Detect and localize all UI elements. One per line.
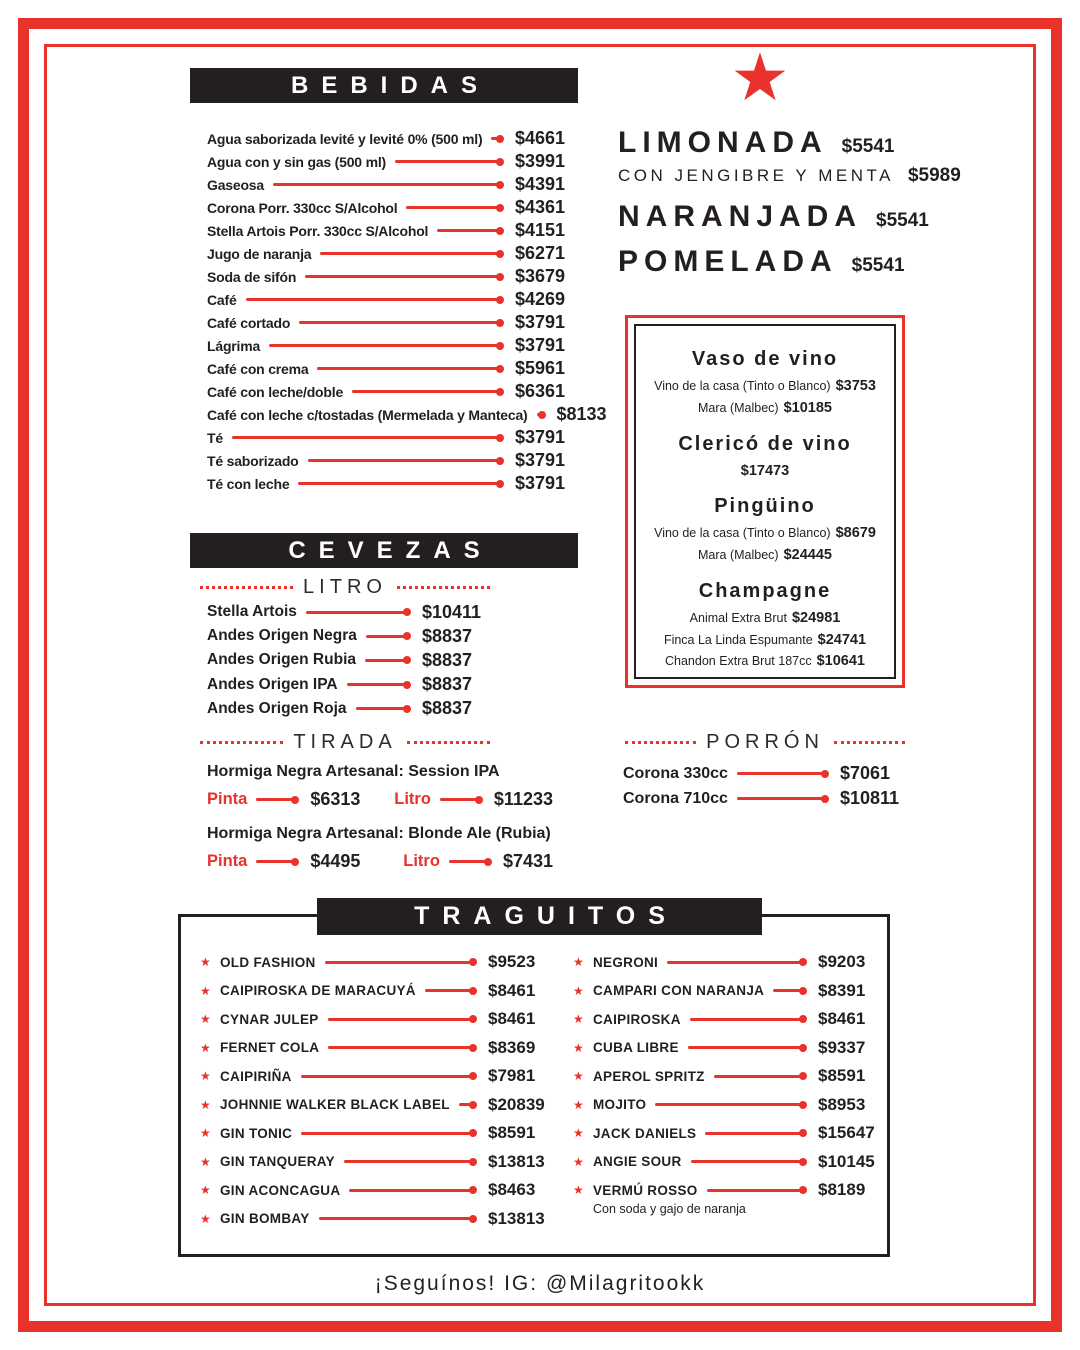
item-price: $7431 bbox=[502, 851, 553, 871]
dotted-rule bbox=[200, 741, 283, 744]
menu-item-row bbox=[207, 697, 490, 721]
leader-line bbox=[395, 160, 503, 163]
menu-item-row bbox=[207, 472, 573, 495]
item-price: $5961 bbox=[515, 358, 566, 378]
tirada-heading: TIRADA bbox=[293, 731, 397, 753]
size-label: Litro bbox=[394, 790, 431, 808]
wine-group-title: Pingüino bbox=[714, 495, 816, 518]
item-price: $10185 bbox=[783, 399, 832, 416]
item-price: $10641 bbox=[816, 653, 865, 670]
item-price: $8189 bbox=[818, 1180, 866, 1200]
item-label: ANGIE SOUR bbox=[593, 1154, 682, 1170]
beer-name: Hormiga Negra Artesanal: Blonde Ale (Rubia) bbox=[207, 825, 551, 842]
star-icon: ★ bbox=[573, 1040, 584, 1055]
item-price: $11233 bbox=[493, 789, 553, 809]
bebidas-title: BEBIDAS bbox=[290, 71, 490, 99]
menu-item-row bbox=[573, 1039, 875, 1058]
item-price: $8837 bbox=[422, 649, 473, 670]
leader-line bbox=[655, 1103, 806, 1106]
menu-item-row bbox=[200, 1096, 548, 1115]
item-label: NARANJADA bbox=[618, 200, 863, 233]
item-price: $4391 bbox=[515, 174, 566, 194]
item-label: Jugo de naranja bbox=[207, 245, 312, 262]
menu-item-row bbox=[573, 1096, 875, 1115]
item-price: $3791 bbox=[515, 473, 566, 493]
item-price: $8369 bbox=[488, 1037, 536, 1057]
item-label: Stella Artois bbox=[207, 603, 297, 621]
item-price: $8837 bbox=[422, 674, 473, 695]
menu-item-row bbox=[207, 242, 573, 265]
leader-line bbox=[440, 798, 482, 801]
menu-item-row bbox=[618, 245, 910, 279]
item-price: $8461 bbox=[488, 980, 536, 1000]
item-price: $24981 bbox=[791, 609, 841, 626]
item-label: Corona Porr. 330cc S/Alcohol bbox=[207, 199, 398, 216]
item-label: Animal Extra Brut bbox=[689, 610, 787, 625]
menu-item-row bbox=[207, 648, 490, 672]
item-price: $8837 bbox=[422, 698, 473, 719]
item-label: Mara (Malbec) bbox=[698, 548, 779, 562]
item-price: $9337 bbox=[818, 1037, 866, 1057]
leader-line bbox=[232, 436, 503, 439]
leader-line bbox=[707, 1189, 806, 1192]
item-label: CAIPIROSKA DE MARACUYÁ bbox=[220, 983, 416, 999]
star-icon: ★ bbox=[200, 1183, 211, 1198]
item-price: $3791 bbox=[515, 312, 566, 332]
item-label: Soda de sifón bbox=[207, 268, 297, 285]
menu-item-row bbox=[207, 357, 573, 380]
size-label: Pinta bbox=[207, 790, 248, 808]
wine-line bbox=[636, 398, 894, 420]
dotted-rule bbox=[397, 586, 490, 589]
menu-item-row bbox=[207, 403, 607, 426]
menu-item-row bbox=[200, 982, 548, 1001]
item-label: CAMPARI CON NARANJA bbox=[593, 983, 765, 999]
menu-item bbox=[573, 982, 875, 1001]
leader-line bbox=[491, 137, 503, 140]
menu-item-row bbox=[207, 311, 573, 334]
item-label: Té bbox=[207, 429, 223, 446]
traguitos-right-column bbox=[573, 953, 875, 1226]
leader-line bbox=[328, 1018, 476, 1021]
item-label: Agua saborizada levité y levité 0% (500 ml) bbox=[207, 130, 483, 147]
item-label: CUBA LIBRE bbox=[593, 1040, 679, 1056]
leader-line bbox=[256, 860, 298, 863]
star-icon: ★ bbox=[200, 1126, 211, 1141]
wine-box bbox=[625, 315, 905, 688]
cervezas-section-header bbox=[190, 533, 578, 568]
litro-list bbox=[207, 600, 490, 721]
item-price: $8679 bbox=[835, 525, 876, 542]
leader-line bbox=[366, 635, 410, 638]
item-label: GIN BOMBAY bbox=[220, 1211, 310, 1227]
leader-line bbox=[688, 1046, 806, 1049]
dotted-rule bbox=[625, 741, 696, 744]
menu-item-row bbox=[200, 1181, 548, 1200]
leader-line bbox=[705, 1132, 806, 1135]
menu-item bbox=[200, 1210, 548, 1229]
item-label: Agua con y sin gas (500 ml) bbox=[207, 153, 386, 170]
wine-line bbox=[636, 545, 894, 567]
item-price: $8391 bbox=[818, 980, 866, 1000]
item-label: Vino de la casa (Tinto o Blanco) bbox=[654, 526, 831, 541]
item-price: $5989 bbox=[907, 165, 961, 186]
star-icon: ★ bbox=[573, 1069, 584, 1084]
item-label: Corona 330cc bbox=[623, 764, 728, 782]
leader-line bbox=[347, 683, 410, 686]
item-price: $7061 bbox=[840, 763, 891, 783]
item-price: $13813 bbox=[488, 1208, 545, 1228]
star-icon: ★ bbox=[200, 1069, 211, 1084]
wine-line bbox=[636, 523, 894, 545]
leader-line bbox=[691, 1160, 806, 1163]
item-label: Finca La Linda Espumante bbox=[663, 632, 813, 647]
porron-subheader bbox=[625, 731, 905, 754]
menu-item-row bbox=[618, 200, 929, 234]
tap-price-row bbox=[207, 851, 553, 872]
menu-item-row bbox=[618, 126, 910, 160]
item-label: Andes Origen Rubia bbox=[207, 651, 356, 669]
menu-item-row bbox=[573, 1067, 875, 1086]
size-label: Pinta bbox=[207, 852, 248, 870]
menu-item bbox=[573, 1181, 875, 1216]
dotted-rule bbox=[200, 586, 293, 589]
item-price: $4269 bbox=[515, 289, 566, 309]
menu-item-row bbox=[200, 1039, 548, 1058]
traguitos-section-header bbox=[317, 898, 762, 935]
leader-line bbox=[298, 482, 503, 485]
leader-line bbox=[246, 298, 503, 301]
item-price: $3791 bbox=[515, 427, 566, 447]
menu-item-row bbox=[207, 265, 573, 288]
menu-item-row bbox=[207, 334, 573, 357]
wine-line bbox=[636, 630, 894, 652]
item-price: $6361 bbox=[515, 381, 566, 401]
menu-item-row bbox=[573, 1181, 875, 1200]
item-label: JACK DANIELS bbox=[593, 1125, 697, 1141]
item-label: OLD FASHION bbox=[220, 954, 316, 970]
menu-item-row bbox=[207, 219, 573, 242]
item-label: CYNAR JULEP bbox=[220, 1011, 319, 1027]
item-label: Corona 710cc bbox=[623, 789, 728, 807]
wine-line bbox=[636, 651, 894, 673]
menu-item bbox=[573, 953, 875, 972]
item-price: $8953 bbox=[818, 1094, 866, 1114]
leader-line bbox=[305, 275, 503, 278]
menu-item-row bbox=[207, 288, 573, 311]
item-price: $20839 bbox=[488, 1094, 545, 1114]
leader-line bbox=[690, 1018, 806, 1021]
menu-item bbox=[573, 1124, 875, 1143]
item-label: Stella Artois Porr. 330cc S/Alcohol bbox=[207, 222, 429, 239]
litro-price bbox=[394, 789, 553, 810]
menu-item-row bbox=[623, 761, 900, 786]
item-label: Andes Origen Negra bbox=[207, 627, 357, 645]
item-price: $3791 bbox=[515, 335, 566, 355]
menu-item-row bbox=[207, 449, 573, 472]
wine-group bbox=[636, 495, 894, 567]
star-icon: ★ bbox=[573, 955, 584, 970]
leader-line bbox=[773, 989, 806, 992]
item-price: $5541 bbox=[851, 255, 905, 276]
item-price: $3991 bbox=[515, 151, 566, 171]
menu-item bbox=[200, 1067, 548, 1086]
item-price: $10811 bbox=[840, 788, 900, 808]
wine-group-title: Champagne bbox=[698, 579, 832, 602]
menu-item bbox=[573, 1153, 875, 1172]
star-icon: ★ bbox=[573, 983, 584, 998]
bebidas-list bbox=[207, 127, 607, 495]
leader-line bbox=[437, 229, 503, 232]
menu-item-row bbox=[200, 1124, 548, 1143]
menu-item bbox=[200, 953, 548, 972]
leader-line bbox=[256, 798, 298, 801]
leader-line bbox=[365, 659, 410, 662]
item-price: $4151 bbox=[515, 220, 566, 240]
menu-item-row bbox=[573, 1124, 875, 1143]
beer-name: Hormiga Negra Artesanal: Session IPA bbox=[207, 763, 500, 780]
item-label: GIN TANQUERAY bbox=[220, 1154, 335, 1170]
menu-item-row bbox=[200, 1067, 548, 1086]
menu-item bbox=[573, 1096, 875, 1115]
leader-line bbox=[737, 772, 828, 775]
star-icon: ★ bbox=[573, 1012, 584, 1027]
menu-item-row bbox=[573, 1010, 875, 1029]
size-label: Litro bbox=[403, 852, 440, 870]
item-price: $8133 bbox=[556, 404, 607, 424]
menu-item bbox=[200, 982, 548, 1001]
wine-group-title: Clericó de vino bbox=[678, 432, 852, 455]
item-label: Mara (Malbec) bbox=[698, 400, 779, 415]
litro-subheader bbox=[200, 576, 490, 599]
leader-line bbox=[328, 1046, 476, 1049]
leader-line bbox=[317, 367, 503, 370]
wine-group bbox=[636, 348, 894, 420]
menu-item-row bbox=[207, 426, 573, 449]
tap-price-row bbox=[207, 789, 553, 810]
item-price: $5541 bbox=[841, 136, 895, 157]
menu-item-row bbox=[207, 380, 573, 403]
item-price: $4361 bbox=[515, 197, 566, 217]
porron-heading: PORRÓN bbox=[706, 731, 824, 753]
menu-item-row bbox=[207, 127, 573, 150]
leader-line bbox=[667, 961, 806, 964]
leader-line bbox=[301, 1132, 476, 1135]
item-price: $4495 bbox=[310, 851, 361, 871]
star-icon: ★ bbox=[573, 1097, 584, 1112]
item-label: VERMÚ ROSSO bbox=[593, 1182, 698, 1198]
star-icon: ★ bbox=[200, 1154, 211, 1169]
footer-text: ¡Seguínos! IG: @Milagritookk bbox=[374, 1272, 706, 1295]
item-label: Chandon Extra Brut 187cc bbox=[664, 654, 812, 669]
porron-list bbox=[623, 761, 900, 811]
menu-item-row bbox=[207, 150, 573, 173]
item-price: $24741 bbox=[817, 631, 867, 648]
star-icon: ★ bbox=[200, 1012, 211, 1027]
item-label: CON JENGIBRE Y MENTA bbox=[618, 166, 894, 185]
menu-item-row bbox=[618, 165, 961, 189]
star-icon: ★ bbox=[200, 1097, 211, 1112]
menu-item-row bbox=[207, 196, 573, 219]
traguitos-left-column bbox=[200, 953, 548, 1238]
item-label: Vino de la casa (Tinto o Blanco) bbox=[654, 379, 831, 393]
leader-line bbox=[449, 860, 491, 863]
dotted-rule bbox=[407, 741, 490, 744]
leader-line bbox=[269, 344, 503, 347]
wine-group bbox=[636, 433, 894, 483]
menu-item-row bbox=[207, 673, 490, 697]
item-price: $7981 bbox=[488, 1066, 536, 1086]
item-label: JOHNNIE WALKER BLACK LABEL bbox=[220, 1097, 450, 1113]
leader-line bbox=[320, 252, 503, 255]
leader-line bbox=[299, 321, 503, 324]
item-label: Andes Origen IPA bbox=[207, 675, 338, 693]
menu-item-row bbox=[573, 1153, 875, 1172]
item-price: $3679 bbox=[515, 266, 566, 286]
tirada-subheader bbox=[200, 731, 490, 754]
menu-item bbox=[200, 1096, 548, 1115]
traguitos-title: TRAGUITOS bbox=[414, 902, 678, 930]
item-price: $6313 bbox=[310, 789, 361, 809]
menu-item-row bbox=[207, 173, 573, 196]
citrus-specials bbox=[618, 126, 961, 279]
item-price: $5541 bbox=[876, 210, 929, 231]
item-price: $8837 bbox=[422, 625, 473, 646]
menu-item-row bbox=[573, 953, 875, 972]
tirada-list bbox=[207, 763, 553, 887]
pinta-price bbox=[207, 851, 403, 872]
star-icon: ★ bbox=[573, 1154, 584, 1169]
item-label: APEROL SPRITZ bbox=[593, 1068, 705, 1084]
star-icon: ★ bbox=[200, 1040, 211, 1055]
item-label: Té con leche bbox=[207, 475, 290, 492]
item-label: Café cortado bbox=[207, 314, 291, 331]
item-label: Café con leche c/tostadas (Mermelada y Manteca) bbox=[207, 406, 528, 423]
leader-line bbox=[537, 413, 545, 416]
item-price: $6271 bbox=[515, 243, 566, 263]
star-icon: ★ bbox=[573, 1126, 584, 1141]
star-icon: ★ bbox=[200, 983, 211, 998]
leader-line bbox=[356, 707, 410, 710]
leader-line bbox=[325, 961, 476, 964]
item-label: Té saborizado bbox=[207, 452, 299, 469]
litro-price bbox=[403, 851, 553, 872]
leader-line bbox=[344, 1160, 476, 1163]
wine-box-inner bbox=[634, 324, 896, 679]
item-price: $3753 bbox=[835, 378, 876, 394]
wine-line bbox=[636, 461, 894, 483]
menu-item bbox=[200, 1181, 548, 1200]
leader-line bbox=[308, 459, 503, 462]
item-label: Café con crema bbox=[207, 360, 309, 377]
leader-line bbox=[319, 1217, 476, 1220]
item-label: CAIPIROSKA bbox=[593, 1011, 681, 1027]
item-label: Andes Origen Roja bbox=[207, 699, 347, 717]
item-label: GIN ACONCAGUA bbox=[220, 1182, 341, 1198]
menu-item bbox=[573, 1010, 875, 1029]
pinta-price bbox=[207, 789, 394, 810]
item-label: LIMONADA bbox=[618, 126, 828, 159]
menu-item-row bbox=[200, 953, 548, 972]
item-label: CAIPIRIÑA bbox=[220, 1068, 292, 1084]
leader-line bbox=[352, 390, 503, 393]
leader-line bbox=[737, 797, 828, 800]
item-price: $8591 bbox=[488, 1123, 536, 1143]
leader-line bbox=[714, 1075, 806, 1078]
item-price: $8461 bbox=[488, 1009, 536, 1029]
leader-line bbox=[301, 1075, 476, 1078]
leader-line bbox=[306, 611, 410, 614]
menu-item-row bbox=[200, 1210, 548, 1229]
wine-group bbox=[636, 580, 894, 673]
menu-item-row bbox=[207, 600, 490, 624]
item-price: $8461 bbox=[818, 1009, 866, 1029]
item-label: NEGRONI bbox=[593, 954, 659, 970]
item-label: Lágrima bbox=[207, 337, 261, 354]
item-label: GIN TONIC bbox=[220, 1125, 293, 1141]
litro-heading: LITRO bbox=[303, 576, 387, 598]
wine-line bbox=[636, 608, 894, 630]
menu-item bbox=[573, 1067, 875, 1086]
item-label: Gaseosa bbox=[207, 176, 264, 193]
star-icon: ★ bbox=[200, 955, 211, 970]
menu-item-row bbox=[573, 982, 875, 1001]
menu-item bbox=[573, 1039, 875, 1058]
menu-item-row bbox=[200, 1153, 548, 1172]
item-label: Café con leche/doble bbox=[207, 383, 344, 400]
star-icon: ★ bbox=[573, 1183, 584, 1198]
item-price: $9203 bbox=[818, 952, 866, 972]
item-label: POMELADA bbox=[618, 245, 838, 278]
item-price: $8591 bbox=[818, 1066, 866, 1086]
item-label: FERNET COLA bbox=[220, 1040, 320, 1056]
menu-item bbox=[200, 1153, 548, 1172]
dotted-rule bbox=[834, 741, 905, 744]
item-label: MOJITO bbox=[593, 1097, 647, 1113]
bebidas-section-header bbox=[190, 68, 578, 103]
leader-line bbox=[425, 989, 476, 992]
item-price: $10145 bbox=[818, 1151, 875, 1171]
leader-line bbox=[273, 183, 503, 186]
item-price: $13813 bbox=[488, 1151, 545, 1171]
leader-line bbox=[406, 206, 503, 209]
item-price: $9523 bbox=[488, 952, 536, 972]
star-icon: ★ bbox=[730, 40, 790, 114]
item-price: $8463 bbox=[488, 1180, 536, 1200]
wine-line bbox=[636, 376, 894, 398]
menu-item-row bbox=[200, 1010, 548, 1029]
star-icon: ★ bbox=[200, 1211, 211, 1226]
menu-item bbox=[200, 1039, 548, 1058]
menu-item bbox=[200, 1124, 548, 1143]
item-note: Con soda y gajo de naranja bbox=[593, 1201, 746, 1216]
item-price: $17473 bbox=[740, 462, 790, 479]
menu-item bbox=[200, 1010, 548, 1029]
item-price: $3791 bbox=[515, 450, 566, 470]
leader-line bbox=[349, 1189, 476, 1192]
menu-item-row bbox=[623, 786, 900, 811]
cervezas-title: CEVEZAS bbox=[288, 536, 493, 564]
item-price: $24445 bbox=[783, 547, 832, 563]
item-price: $4661 bbox=[515, 128, 566, 148]
leader-line bbox=[459, 1103, 476, 1106]
wine-group-title: Vaso de vino bbox=[691, 348, 839, 370]
menu-item-row bbox=[207, 624, 490, 648]
item-price: $15647 bbox=[818, 1123, 875, 1143]
item-price: $10411 bbox=[422, 601, 482, 622]
item-label: Café bbox=[207, 291, 237, 308]
